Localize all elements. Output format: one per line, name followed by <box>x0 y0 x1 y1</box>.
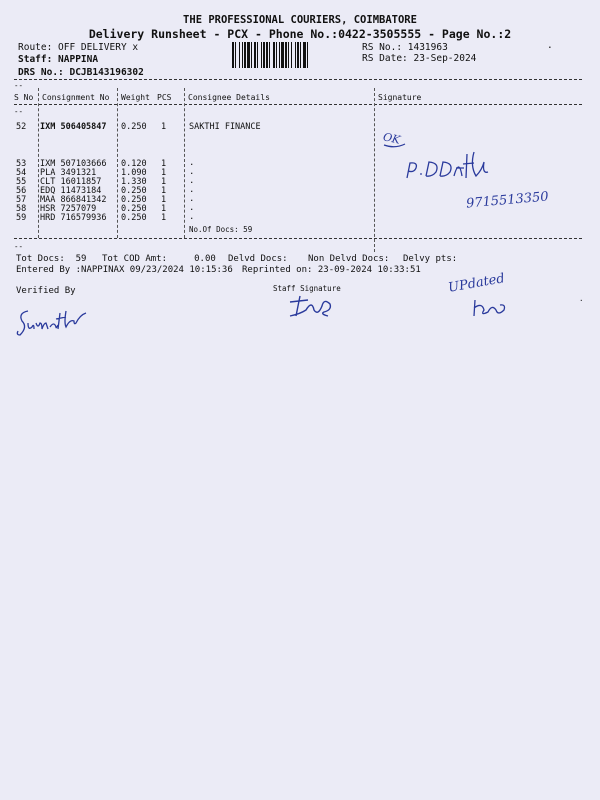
table-row-weight: 0.250 <box>121 195 147 205</box>
table-row-pcs: 1 <box>161 204 167 214</box>
column-header-divider <box>14 104 582 105</box>
verified-by-label: Verified By <box>16 286 76 296</box>
row-weight: 0.250 <box>121 122 147 132</box>
dash-mark-bottom: -- <box>14 242 24 251</box>
delivery-points: Delvy pts: <box>403 254 458 264</box>
row-consignee: SAKTHI FINANCE <box>189 122 261 132</box>
table-row-weight: 1.090 <box>121 168 147 178</box>
table-row-consignment: MAA 866841342 <box>40 195 107 205</box>
table-row-consignee: . <box>189 203 195 213</box>
handwritten-phone: 9715513350 <box>465 189 550 212</box>
runsheet-title: Delivery Runsheet - PCX - Phone No.:0422-3505555 - Page No.:2 <box>88 27 512 41</box>
barcode-bar <box>308 42 310 68</box>
staff-signature-label: Staff Signature <box>273 284 341 293</box>
table-row-consignment: PLA 3491321 <box>40 168 97 178</box>
table-row-sno: 58 <box>16 204 27 214</box>
table-row-sno: 54 <box>16 168 27 178</box>
rs-date: RS Date: 23-Sep-2024 <box>362 53 477 64</box>
col-separator <box>184 88 185 238</box>
table-row-consignee: . <box>189 176 195 186</box>
dash-mark-after-header: -- <box>14 107 24 116</box>
table-bottom-divider <box>14 238 582 239</box>
no-of-docs: No.Of Docs: 59 <box>189 225 253 234</box>
table-row-consignee: . <box>189 167 195 177</box>
table-row-consignee: . <box>189 194 195 204</box>
header-divider <box>14 79 582 80</box>
route-label: Route: OFF DELIVERY x <box>18 42 139 53</box>
table-row-weight: 0.250 <box>121 213 147 223</box>
table-row-sno: 55 <box>16 177 27 187</box>
col-header-sno: S No <box>14 93 34 102</box>
table-row-consignment: HSR 7257079 <box>40 204 97 214</box>
col-header-consignee: Consignee Details <box>188 93 270 102</box>
receiver-signature <box>404 148 494 184</box>
staff-signature <box>286 292 336 320</box>
table-row-consignee: . <box>189 185 195 195</box>
table-row-consignment: EDQ 11473184 <box>40 186 102 196</box>
staff-label: Staff: NAPPINA <box>18 54 99 65</box>
margin-dot: . <box>579 294 584 303</box>
drs-number: DRS No.: DCJB143196302 <box>18 67 144 78</box>
row-consignment: IXM 506405847 <box>40 122 107 132</box>
table-row-weight: 0.120 <box>121 159 147 169</box>
table-row-weight: 0.250 <box>121 186 147 196</box>
table-row-pcs: 1 <box>161 168 167 178</box>
total-cod-amount: Tot COD Amt: 0.00 <box>102 254 216 264</box>
table-row-pcs: 1 <box>161 186 167 196</box>
table-row-consignment: HRD 716579936 <box>40 213 107 223</box>
col-separator <box>38 88 39 238</box>
reprinted-on: Reprinted on: 23-09-2024 10:33:51 <box>242 265 421 275</box>
table-row-sno: 56 <box>16 186 27 196</box>
table-row-sno: 59 <box>16 213 27 223</box>
handwritten-updated: UPdated <box>447 271 506 296</box>
row-pcs: 1 <box>161 122 167 132</box>
table-row-weight: 0.250 <box>121 204 147 214</box>
updated-initials <box>470 296 510 318</box>
col-header-signature: Signature <box>378 93 422 102</box>
entered-by: Entered By :NAPPINAX 09/23/2024 10:15:36 <box>16 265 233 275</box>
table-row-consignee: . <box>189 212 195 222</box>
total-docs: Tot Docs: 59 <box>16 254 87 264</box>
col-separator <box>374 88 375 252</box>
margin-dot: . <box>547 40 553 51</box>
table-row-pcs: 1 <box>161 195 167 205</box>
table-row-weight: 1.330 <box>121 177 147 187</box>
table-row-consignment: IXM 507103666 <box>40 159 107 169</box>
non-delivered-docs: Non Delvd Docs: <box>308 254 390 264</box>
row-sno: 52 <box>16 122 27 132</box>
dash-mark-top: -- <box>14 81 24 90</box>
rs-number: RS No.: 1431963 <box>362 42 448 53</box>
table-row-pcs: 1 <box>161 159 167 169</box>
col-header-consignment: Consignment No <box>42 93 110 102</box>
verified-by-signature <box>14 303 94 339</box>
table-row-pcs: 1 <box>161 177 167 187</box>
table-row-consignment: CLT 16011857 <box>40 177 102 187</box>
table-row-sno: 53 <box>16 159 27 169</box>
company-title: THE PROFESSIONAL COURIERS, COIMBATORE <box>183 14 417 26</box>
handwritten-ok: OK <box>381 130 402 147</box>
barcode <box>232 42 356 68</box>
col-separator <box>117 88 118 238</box>
table-row-sno: 57 <box>16 195 27 205</box>
col-header-pcs: PCS <box>157 93 172 102</box>
table-row-pcs: 1 <box>161 213 167 223</box>
table-row-consignee: . <box>189 158 195 168</box>
col-header-weight: Weight <box>121 93 150 102</box>
delivered-docs: Delvd Docs: <box>228 254 288 264</box>
